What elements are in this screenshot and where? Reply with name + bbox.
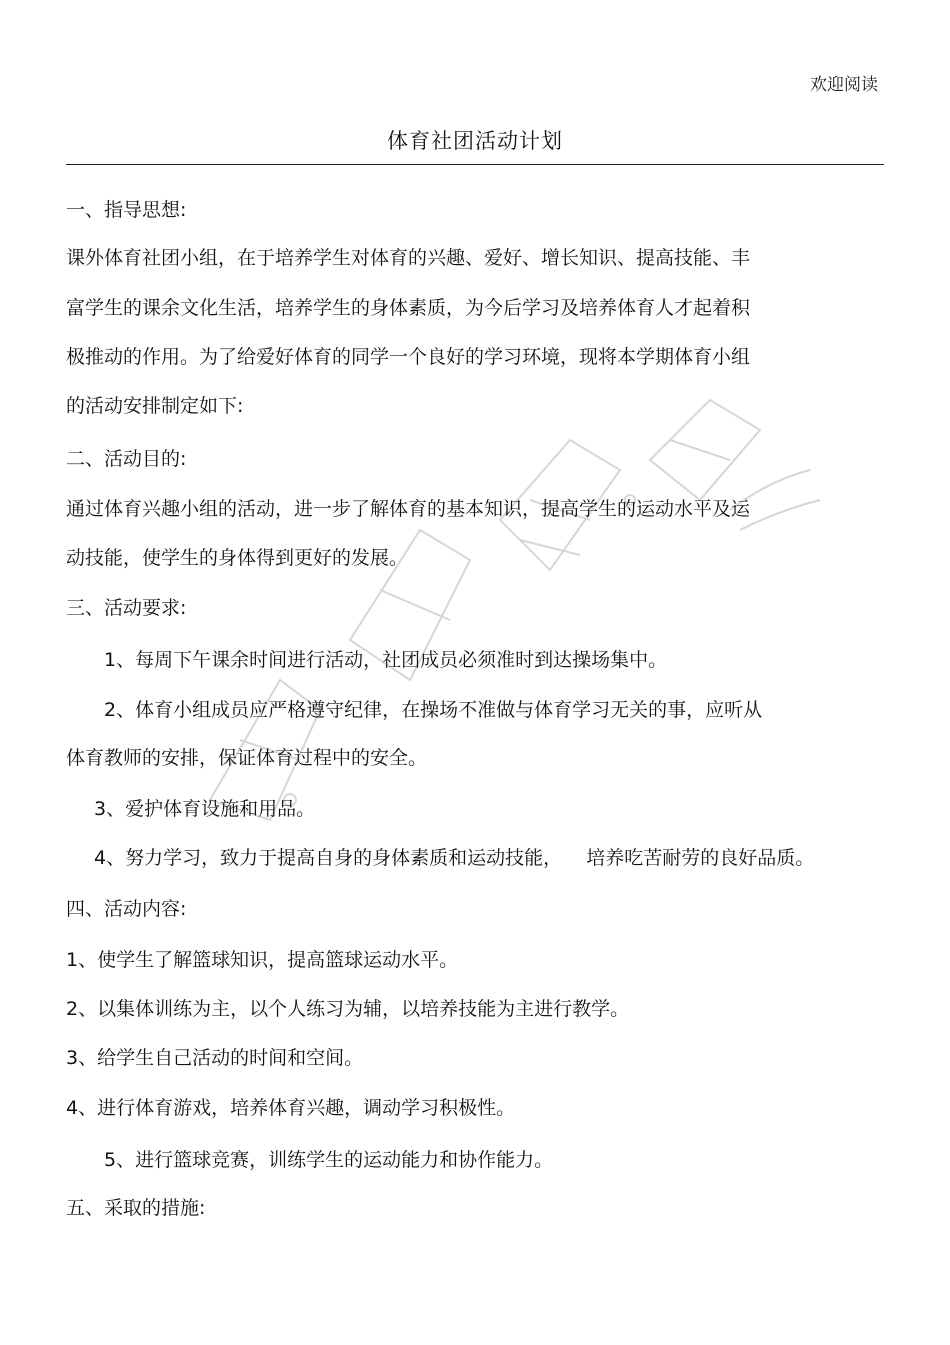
list-item: 1、每周下午课余时间进行活动，社团成员必须准时到达操场集中。 bbox=[104, 649, 668, 671]
header-note: 欢迎阅读 bbox=[810, 75, 878, 95]
document-title: 体育社团活动计划 bbox=[387, 129, 563, 153]
list-item: 3、爱护体育设施和用品。 bbox=[94, 798, 316, 820]
list-item-continuation: 体育教师的安排，保证体育过程中的安全。 bbox=[66, 747, 428, 769]
list-item: 2、以集体训练为主，以个人练习为辅，以培养技能为主进行教学。 bbox=[66, 998, 630, 1020]
paragraph-line: 通过体育兴趣小组的活动，进一步了解体育的基本知识，提高学生的运动水平及运 bbox=[66, 498, 751, 520]
title-divider bbox=[66, 164, 884, 165]
list-item: 4、进行体育游戏，培养体育兴趣，调动学习积极性。 bbox=[66, 1097, 516, 1119]
list-item: 5、进行篮球竞赛，训练学生的运动能力和协作能力。 bbox=[104, 1149, 554, 1171]
paragraph-line: 的活动安排制定如下: bbox=[66, 395, 244, 417]
section-heading-content: 四、活动内容: bbox=[66, 898, 187, 920]
paragraph-line: 动技能，使学生的身体得到更好的发展。 bbox=[66, 547, 409, 569]
section-heading-requirements: 三、活动要求: bbox=[66, 597, 187, 619]
section-heading-measures: 五、采取的措施: bbox=[66, 1197, 206, 1219]
paragraph-line: 富学生的课余文化生活，培养学生的身体素质，为今后学习及培养体育人才起着积 bbox=[66, 297, 751, 319]
paragraph-line: 极推动的作用。为了给爱好体育的同学一个良好的学习环境，现将本学期体育小组 bbox=[66, 346, 751, 368]
list-item: 4、努力学习，致力于提高自身的身体素质和运动技能， 培养吃苦耐劳的良好品质。 bbox=[94, 847, 815, 869]
list-item: 2、体育小组成员应严格遵守纪律，在操场不准做与体育学习无关的事，应听从 bbox=[104, 699, 763, 721]
list-item: 3、给学生自己活动的时间和空间。 bbox=[66, 1047, 364, 1069]
watermark-stamp bbox=[170, 380, 890, 840]
paragraph-line: 课外体育社团小组，在于培养学生对体育的兴趣、爱好、增长知识、提高技能、丰 bbox=[66, 247, 751, 269]
section-heading-guiding-ideology: 一、指导思想: bbox=[66, 199, 187, 221]
section-heading-purpose: 二、活动目的: bbox=[66, 448, 187, 470]
list-item: 1、使学生了解篮球知识，提高篮球运动水平。 bbox=[66, 949, 459, 971]
